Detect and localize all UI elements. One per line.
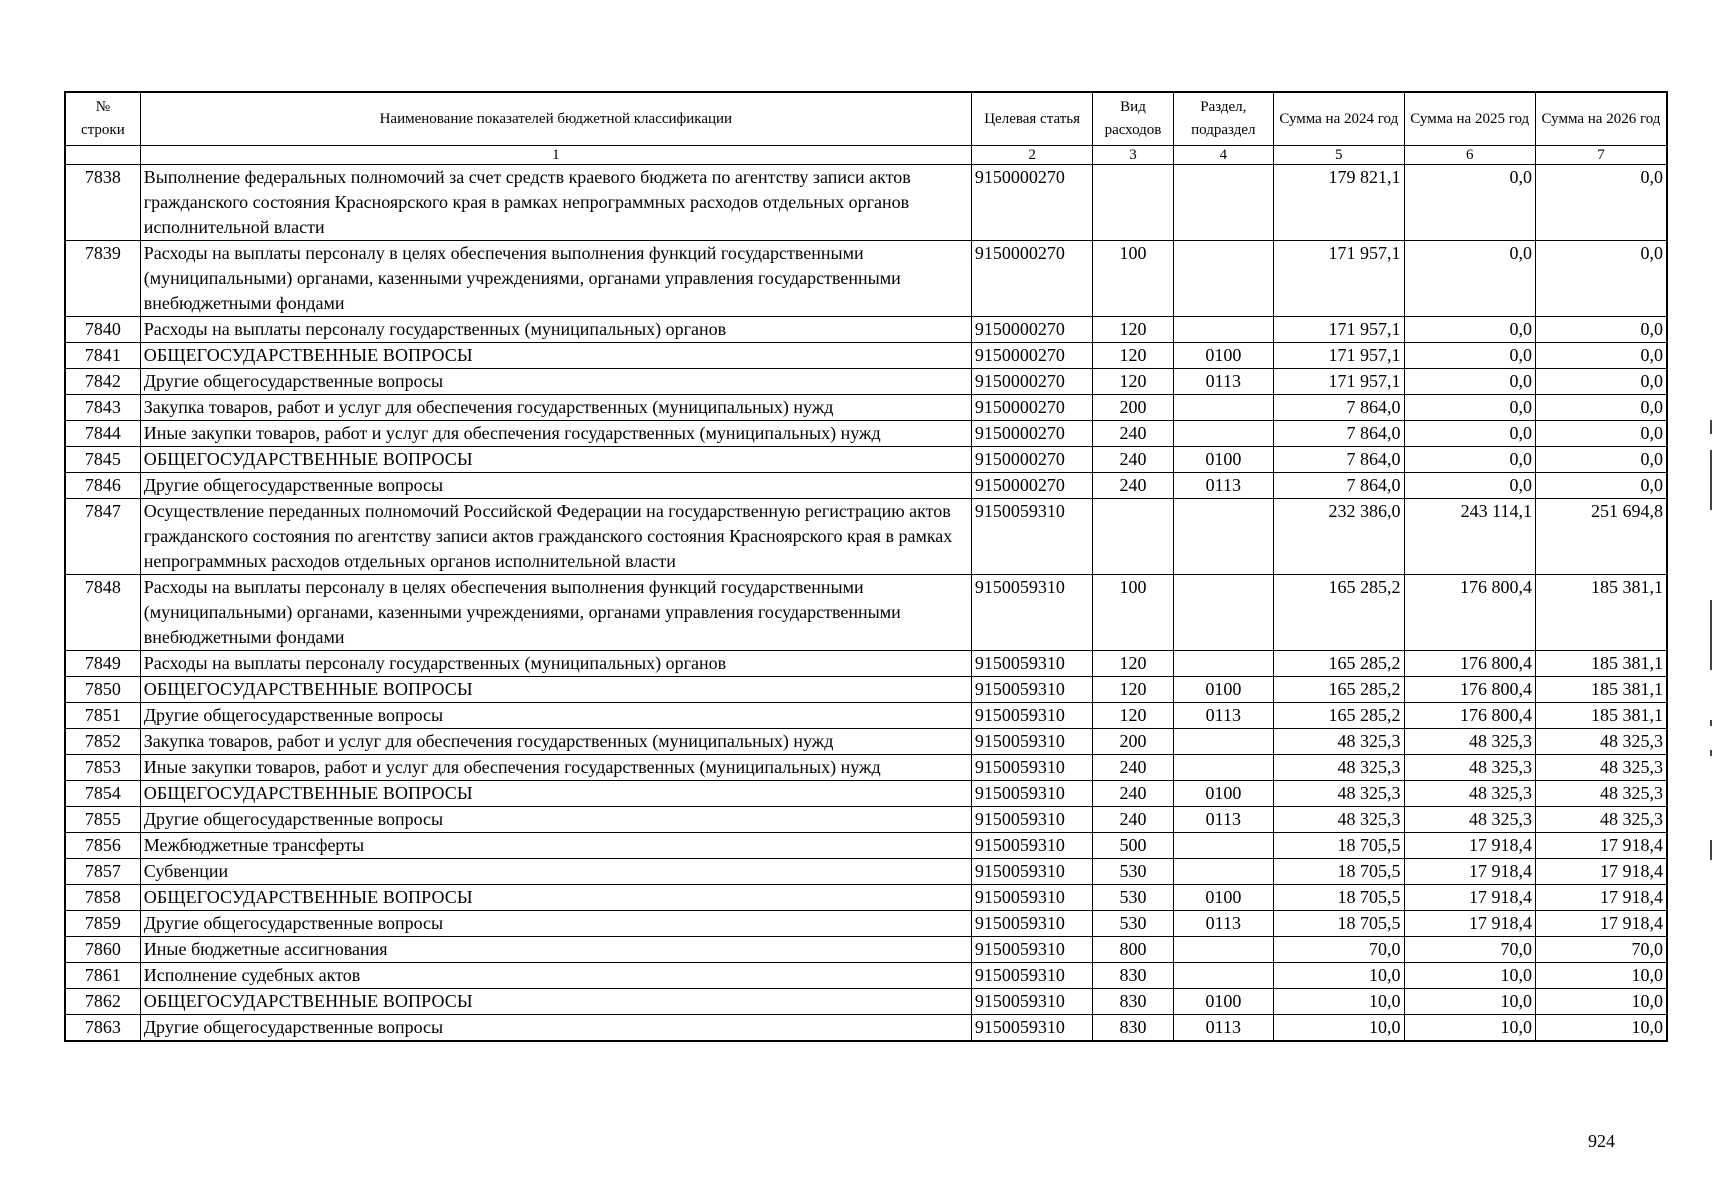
row-target-article: 9150000270 [971, 241, 1092, 317]
row-sum-2024: 18 705,5 [1274, 833, 1404, 859]
row-number: 7842 [65, 369, 140, 395]
table-row [65, 395, 1667, 421]
row-name: Исполнение судебных актов [140, 963, 971, 989]
row-sum-2024: 48 325,3 [1274, 807, 1404, 833]
table-row [65, 241, 1667, 317]
table-row [65, 807, 1667, 833]
row-name: Другие общегосударственные вопросы [140, 1015, 971, 1042]
scan-edge-mark [1710, 840, 1712, 860]
table-row [65, 833, 1667, 859]
row-target-article: 9150059310 [971, 1015, 1092, 1042]
row-sum-2024: 165 285,2 [1274, 703, 1404, 729]
row-section: 0100 [1173, 677, 1273, 703]
row-sum-2024: 232 386,0 [1274, 499, 1404, 575]
scan-edge-mark [1710, 450, 1712, 510]
row-sum-2025: 70,0 [1404, 937, 1535, 963]
row-sum-2026: 0,0 [1535, 241, 1667, 317]
row-target-article: 9150000270 [971, 421, 1092, 447]
row-target-article: 9150059310 [971, 937, 1092, 963]
row-sum-2025: 0,0 [1404, 473, 1535, 499]
row-target-article: 9150000270 [971, 369, 1092, 395]
row-name: Субвенции [140, 859, 971, 885]
scan-edge-mark [1710, 750, 1712, 756]
row-name: Закупка товаров, работ и услуг для обеспечения государственных (муниципальных) нужд [140, 395, 971, 421]
row-sum-2025: 0,0 [1404, 317, 1535, 343]
row-section [1173, 651, 1273, 677]
row-number: 7858 [65, 885, 140, 911]
row-target-article: 9150059310 [971, 911, 1092, 937]
row-name: ОБЩЕГОСУДАРСТВЕННЫЕ ВОПРОСЫ [140, 677, 971, 703]
row-number: 7845 [65, 447, 140, 473]
table-row [65, 165, 1667, 241]
header-target-article: Целевая статья [971, 92, 1092, 146]
row-expense-type: 120 [1093, 677, 1173, 703]
row-sum-2024: 18 705,5 [1274, 859, 1404, 885]
row-sum-2025: 17 918,4 [1404, 911, 1535, 937]
row-sum-2026: 0,0 [1535, 369, 1667, 395]
row-expense-type: 100 [1093, 575, 1173, 651]
row-sum-2024: 165 285,2 [1274, 651, 1404, 677]
row-sum-2024: 171 957,1 [1274, 241, 1404, 317]
col-number: 5 [1274, 146, 1404, 165]
row-sum-2025: 0,0 [1404, 369, 1535, 395]
row-section: 0100 [1173, 781, 1273, 807]
row-name: Иные бюджетные ассигнования [140, 937, 971, 963]
row-sum-2025: 17 918,4 [1404, 885, 1535, 911]
row-expense-type [1093, 499, 1173, 575]
row-sum-2024: 7 864,0 [1274, 421, 1404, 447]
row-name: ОБЩЕГОСУДАРСТВЕННЫЕ ВОПРОСЫ [140, 343, 971, 369]
row-sum-2026: 0,0 [1535, 165, 1667, 241]
row-name: Расходы на выплаты персоналу в целях обеспечения выполнения функций государственными (муниципальными) органами, казенными учреждениями, органами управления государственными внебюджетными фондами [140, 575, 971, 651]
row-target-article: 9150059310 [971, 989, 1092, 1015]
row-sum-2026: 0,0 [1535, 447, 1667, 473]
row-target-article: 9150000270 [971, 473, 1092, 499]
table-row [65, 421, 1667, 447]
row-target-article: 9150059310 [971, 781, 1092, 807]
row-sum-2024: 7 864,0 [1274, 395, 1404, 421]
scan-edge-mark [1710, 420, 1712, 434]
row-sum-2025: 243 114,1 [1404, 499, 1535, 575]
row-expense-type: 240 [1093, 755, 1173, 781]
row-expense-type: 530 [1093, 911, 1173, 937]
header-name: Наименование показателей бюджетной классификации [140, 92, 971, 146]
row-expense-type: 120 [1093, 651, 1173, 677]
row-number: 7854 [65, 781, 140, 807]
row-section: 0100 [1173, 447, 1273, 473]
row-section [1173, 241, 1273, 317]
col-number: 3 [1093, 146, 1173, 165]
table-row [65, 729, 1667, 755]
row-target-article: 9150059310 [971, 575, 1092, 651]
row-number: 7851 [65, 703, 140, 729]
row-section: 0113 [1173, 703, 1273, 729]
row-section [1173, 165, 1273, 241]
row-sum-2026: 185 381,1 [1535, 677, 1667, 703]
row-name: ОБЩЕГОСУДАРСТВЕННЫЕ ВОПРОСЫ [140, 989, 971, 1015]
table-body [65, 165, 1667, 1042]
row-expense-type: 530 [1093, 885, 1173, 911]
row-sum-2025: 0,0 [1404, 343, 1535, 369]
row-target-article: 9150000270 [971, 317, 1092, 343]
row-sum-2026: 48 325,3 [1535, 781, 1667, 807]
row-sum-2025: 176 800,4 [1404, 575, 1535, 651]
budget-classification-table [64, 91, 1668, 1042]
row-number: 7846 [65, 473, 140, 499]
row-sum-2025: 0,0 [1404, 165, 1535, 241]
row-sum-2025: 0,0 [1404, 241, 1535, 317]
table-row [65, 343, 1667, 369]
row-sum-2024: 171 957,1 [1274, 343, 1404, 369]
row-sum-2026: 17 918,4 [1535, 859, 1667, 885]
row-sum-2024: 48 325,3 [1274, 781, 1404, 807]
row-expense-type: 240 [1093, 447, 1173, 473]
row-sum-2024: 10,0 [1274, 1015, 1404, 1042]
row-sum-2026: 10,0 [1535, 963, 1667, 989]
row-sum-2024: 165 285,2 [1274, 575, 1404, 651]
table-row [65, 937, 1667, 963]
row-number: 7862 [65, 989, 140, 1015]
row-sum-2025: 10,0 [1404, 989, 1535, 1015]
row-expense-type [1093, 165, 1173, 241]
row-sum-2026: 48 325,3 [1535, 755, 1667, 781]
row-expense-type: 500 [1093, 833, 1173, 859]
row-number: 7860 [65, 937, 140, 963]
row-sum-2025: 176 800,4 [1404, 651, 1535, 677]
row-target-article: 9150000270 [971, 343, 1092, 369]
row-expense-type: 240 [1093, 473, 1173, 499]
table-row [65, 651, 1667, 677]
table-row [65, 703, 1667, 729]
row-target-article: 9150000270 [971, 447, 1092, 473]
row-sum-2024: 7 864,0 [1274, 473, 1404, 499]
row-sum-2024: 70,0 [1274, 937, 1404, 963]
row-section: 0113 [1173, 807, 1273, 833]
header-sum-2025: Сумма на 2025 год [1404, 92, 1535, 146]
row-sum-2026: 185 381,1 [1535, 703, 1667, 729]
row-number: 7840 [65, 317, 140, 343]
row-sum-2025: 48 325,3 [1404, 781, 1535, 807]
row-expense-type: 120 [1093, 317, 1173, 343]
table-row [65, 369, 1667, 395]
col-number: 4 [1173, 146, 1273, 165]
row-target-article: 9150059310 [971, 885, 1092, 911]
row-name: Иные закупки товаров, работ и услуг для обеспечения государственных (муниципальных) нужд [140, 421, 971, 447]
row-sum-2024: 10,0 [1274, 963, 1404, 989]
row-sum-2025: 48 325,3 [1404, 729, 1535, 755]
header-expense-type: Вид расходов [1093, 92, 1173, 146]
row-number: 7859 [65, 911, 140, 937]
row-section [1173, 729, 1273, 755]
scan-edge-mark [1710, 720, 1712, 726]
row-expense-type: 120 [1093, 703, 1173, 729]
row-sum-2024: 7 864,0 [1274, 447, 1404, 473]
row-expense-type: 200 [1093, 395, 1173, 421]
row-sum-2026: 0,0 [1535, 343, 1667, 369]
row-section: 0113 [1173, 473, 1273, 499]
row-expense-type: 120 [1093, 369, 1173, 395]
row-name: ОБЩЕГОСУДАРСТВЕННЫЕ ВОПРОСЫ [140, 447, 971, 473]
row-target-article: 9150059310 [971, 833, 1092, 859]
row-name: Другие общегосударственные вопросы [140, 911, 971, 937]
row-number: 7843 [65, 395, 140, 421]
header-sum-2026: Сумма на 2026 год [1535, 92, 1667, 146]
row-sum-2026: 17 918,4 [1535, 911, 1667, 937]
row-expense-type: 240 [1093, 807, 1173, 833]
row-section [1173, 395, 1273, 421]
row-number: 7853 [65, 755, 140, 781]
row-sum-2024: 48 325,3 [1274, 755, 1404, 781]
row-sum-2026: 10,0 [1535, 989, 1667, 1015]
row-sum-2025: 0,0 [1404, 395, 1535, 421]
col-number: 1 [140, 146, 971, 165]
row-section: 0100 [1173, 989, 1273, 1015]
row-number: 7855 [65, 807, 140, 833]
table-row [65, 677, 1667, 703]
row-number: 7841 [65, 343, 140, 369]
row-section: 0100 [1173, 885, 1273, 911]
row-sum-2026: 70,0 [1535, 937, 1667, 963]
header-sum-2024: Сумма на 2024 год [1274, 92, 1404, 146]
row-sum-2025: 10,0 [1404, 963, 1535, 989]
row-expense-type: 240 [1093, 781, 1173, 807]
row-sum-2024: 10,0 [1274, 989, 1404, 1015]
row-sum-2024: 18 705,5 [1274, 911, 1404, 937]
row-number: 7839 [65, 241, 140, 317]
row-sum-2026: 0,0 [1535, 317, 1667, 343]
row-number: 7847 [65, 499, 140, 575]
row-section [1173, 499, 1273, 575]
row-section [1173, 833, 1273, 859]
row-sum-2026: 17 918,4 [1535, 833, 1667, 859]
page-number: 924 [1588, 1131, 1615, 1151]
header-row [65, 92, 1667, 146]
row-target-article: 9150059310 [971, 963, 1092, 989]
row-name: Другие общегосударственные вопросы [140, 703, 971, 729]
row-sum-2024: 171 957,1 [1274, 369, 1404, 395]
col-number: 6 [1404, 146, 1535, 165]
row-expense-type: 240 [1093, 421, 1173, 447]
table-row [65, 911, 1667, 937]
row-name: Иные закупки товаров, работ и услуг для обеспечения государственных (муниципальных) нужд [140, 755, 971, 781]
row-section [1173, 937, 1273, 963]
col-number: 2 [971, 146, 1092, 165]
header-row-no: № строки [65, 92, 140, 146]
row-name: Другие общегосударственные вопросы [140, 473, 971, 499]
header-section: Раздел, подраздел [1173, 92, 1273, 146]
row-sum-2025: 176 800,4 [1404, 703, 1535, 729]
row-sum-2026: 10,0 [1535, 1015, 1667, 1042]
table-row [65, 317, 1667, 343]
row-expense-type: 200 [1093, 729, 1173, 755]
row-name: Межбюджетные трансферты [140, 833, 971, 859]
row-name: Осуществление переданных полномочий Российской Федерации на государственную регистрацию актов гражданского состояния по агентству записи актов гражданского состояния Красноярского края в рамках непрограммных расходов отдельных органов исполнительной власти [140, 499, 971, 575]
row-sum-2024: 179 821,1 [1274, 165, 1404, 241]
row-sum-2026: 185 381,1 [1535, 575, 1667, 651]
row-number: 7849 [65, 651, 140, 677]
row-sum-2026: 0,0 [1535, 395, 1667, 421]
row-section: 0113 [1173, 1015, 1273, 1042]
row-number: 7848 [65, 575, 140, 651]
row-target-article: 9150059310 [971, 677, 1092, 703]
row-expense-type: 100 [1093, 241, 1173, 317]
row-expense-type: 120 [1093, 343, 1173, 369]
row-section: 0113 [1173, 911, 1273, 937]
row-sum-2026: 17 918,4 [1535, 885, 1667, 911]
row-sum-2026: 0,0 [1535, 473, 1667, 499]
table-row [65, 989, 1667, 1015]
row-name: Расходы на выплаты персоналу государственных (муниципальных) органов [140, 317, 971, 343]
row-number: 7852 [65, 729, 140, 755]
table-row [65, 447, 1667, 473]
row-sum-2026: 48 325,3 [1535, 807, 1667, 833]
row-sum-2025: 176 800,4 [1404, 677, 1535, 703]
row-number: 7838 [65, 165, 140, 241]
row-sum-2026: 251 694,8 [1535, 499, 1667, 575]
table-row [65, 781, 1667, 807]
row-expense-type: 530 [1093, 859, 1173, 885]
row-target-article: 9150000270 [971, 395, 1092, 421]
row-number: 7844 [65, 421, 140, 447]
row-sum-2025: 48 325,3 [1404, 755, 1535, 781]
row-target-article: 9150059310 [971, 755, 1092, 781]
row-section [1173, 963, 1273, 989]
row-target-article: 9150059310 [971, 651, 1092, 677]
row-target-article: 9150059310 [971, 499, 1092, 575]
row-name: ОБЩЕГОСУДАРСТВЕННЫЕ ВОПРОСЫ [140, 781, 971, 807]
row-number: 7850 [65, 677, 140, 703]
table-row [65, 963, 1667, 989]
row-target-article: 9150059310 [971, 729, 1092, 755]
row-name: Выполнение федеральных полномочий за счет средств краевого бюджета по агентству записи актов гражданского состояния Красноярского края в рамках непрограммных расходов отдельных органов исполнительной власти [140, 165, 971, 241]
col-number [65, 146, 140, 165]
table-row [65, 575, 1667, 651]
row-expense-type: 830 [1093, 963, 1173, 989]
row-sum-2025: 17 918,4 [1404, 833, 1535, 859]
table-row [65, 499, 1667, 575]
row-expense-type: 830 [1093, 989, 1173, 1015]
row-sum-2024: 165 285,2 [1274, 677, 1404, 703]
row-name: Другие общегосударственные вопросы [140, 369, 971, 395]
row-section [1173, 575, 1273, 651]
row-section [1173, 859, 1273, 885]
row-section [1173, 755, 1273, 781]
row-name: Другие общегосударственные вопросы [140, 807, 971, 833]
row-sum-2026: 0,0 [1535, 421, 1667, 447]
row-target-article: 9150059310 [971, 807, 1092, 833]
row-name: Расходы на выплаты персоналу государственных (муниципальных) органов [140, 651, 971, 677]
row-sum-2026: 48 325,3 [1535, 729, 1667, 755]
scan-edge-mark [1710, 600, 1712, 670]
row-sum-2025: 17 918,4 [1404, 859, 1535, 885]
table-row [65, 473, 1667, 499]
scan-edge-marks [1708, 420, 1714, 980]
row-target-article: 9150059310 [971, 703, 1092, 729]
table-row [65, 885, 1667, 911]
col-number: 7 [1535, 146, 1667, 165]
row-sum-2025: 0,0 [1404, 447, 1535, 473]
column-number-row [65, 146, 1667, 165]
row-section [1173, 421, 1273, 447]
row-name: Расходы на выплаты персоналу в целях обеспечения выполнения функций государственными (муниципальными) органами, казенными учреждениями, органами управления государственными внебюджетными фондами [140, 241, 971, 317]
row-sum-2025: 0,0 [1404, 421, 1535, 447]
row-expense-type: 800 [1093, 937, 1173, 963]
row-section: 0100 [1173, 343, 1273, 369]
row-name: ОБЩЕГОСУДАРСТВЕННЫЕ ВОПРОСЫ [140, 885, 971, 911]
row-section: 0113 [1173, 369, 1273, 395]
row-number: 7863 [65, 1015, 140, 1042]
row-sum-2024: 171 957,1 [1274, 317, 1404, 343]
table-row [65, 1015, 1667, 1042]
row-number: 7856 [65, 833, 140, 859]
row-section [1173, 317, 1273, 343]
row-target-article: 9150059310 [971, 859, 1092, 885]
row-sum-2026: 185 381,1 [1535, 651, 1667, 677]
row-name: Закупка товаров, работ и услуг для обеспечения государственных (муниципальных) нужд [140, 729, 971, 755]
table-row [65, 859, 1667, 885]
table-row [65, 755, 1667, 781]
row-sum-2025: 10,0 [1404, 1015, 1535, 1042]
row-number: 7857 [65, 859, 140, 885]
row-expense-type: 830 [1093, 1015, 1173, 1042]
row-number: 7861 [65, 963, 140, 989]
row-sum-2024: 48 325,3 [1274, 729, 1404, 755]
row-target-article: 9150000270 [971, 165, 1092, 241]
row-sum-2024: 18 705,5 [1274, 885, 1404, 911]
row-sum-2025: 48 325,3 [1404, 807, 1535, 833]
